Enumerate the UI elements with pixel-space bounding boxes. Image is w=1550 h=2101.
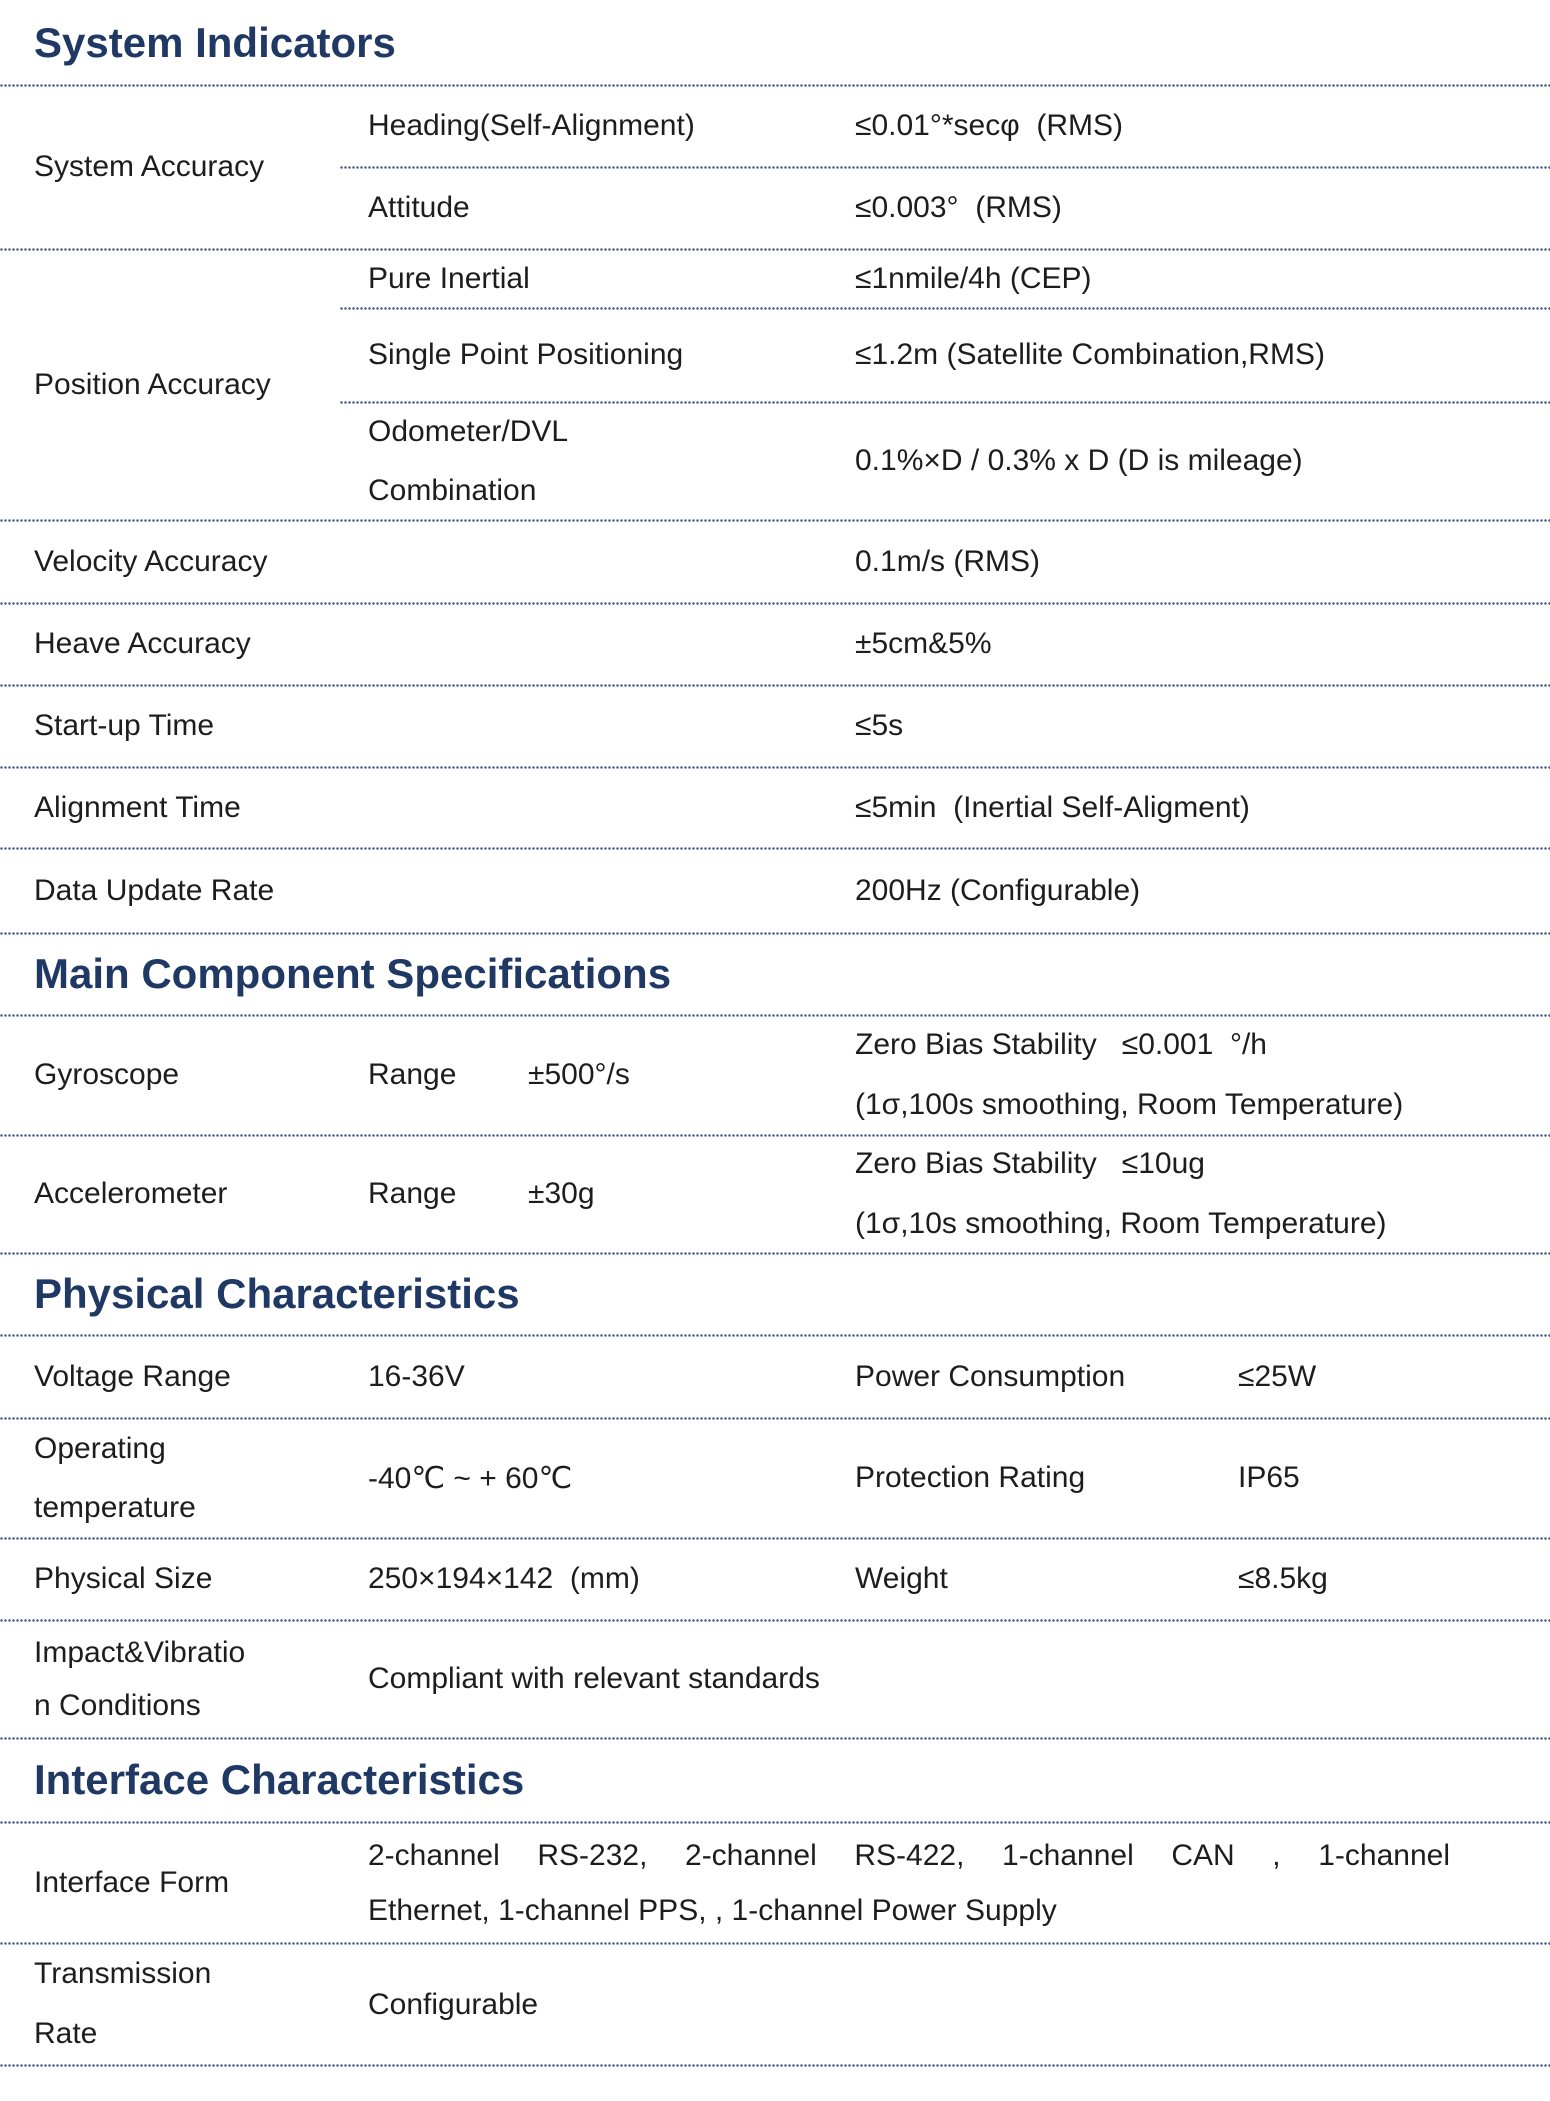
spec-value: 16-36V	[368, 1359, 465, 1393]
spec-group-subrows	[340, 249, 1550, 520]
spec-stability-line: Zero Bias Stability ≤10ug	[855, 1147, 1205, 1180]
spec-label-2: Weight	[855, 1562, 948, 1595]
spec-row-accelerometer	[0, 1135, 1550, 1253]
divider	[0, 847, 1550, 850]
divider	[0, 932, 1550, 935]
divider	[0, 684, 1550, 687]
divider	[0, 1252, 1550, 1255]
section-title-interface: Interface Characteristics	[34, 1756, 525, 1803]
spec-label-2: Power Consumption	[855, 1359, 1126, 1393]
spec-label: Alignment Time	[34, 790, 241, 824]
spec-subrow-heading	[340, 85, 1550, 167]
spec-label-lines	[34, 1626, 368, 1732]
spec-stability-line: (1σ,100s smoothing, Room Temperature)	[855, 1088, 1404, 1121]
spec-label-line: Operating	[34, 1432, 166, 1465]
spec-range-label: Range	[368, 1058, 457, 1091]
divider	[0, 248, 1550, 251]
spec-value: ≤1nmile/4h (CEP)	[855, 261, 1092, 295]
spec-row-voltage-range	[0, 1335, 1550, 1418]
divider	[340, 401, 1550, 404]
spec-stability-line: (1σ,10s smoothing, Room Temperature)	[855, 1207, 1387, 1240]
spec-subrow-pure-inertial	[340, 249, 1550, 308]
spec-value-2: ≤8.5kg	[1238, 1562, 1328, 1595]
section-title-physical: Physical Characteristics	[34, 1270, 520, 1317]
spec-row-impact-vibration	[0, 1620, 1550, 1738]
spec-subname: Pure Inertial	[368, 261, 530, 295]
spec-value	[368, 1828, 1450, 1938]
spec-subname-line: Combination	[368, 474, 537, 507]
spec-value-line: 2-channel RS-232, 2-channel RS-422, 1-channel CAN , 1-channel	[368, 1838, 1450, 1872]
spec-label: Velocity Accuracy	[34, 544, 268, 578]
spec-label: Physical Size	[34, 1562, 213, 1595]
spec-value: ≤1.2m (Satellite Combination,RMS)	[855, 338, 1325, 371]
spec-label-system-accuracy: System Accuracy	[34, 150, 265, 183]
spec-label: Gyroscope	[34, 1058, 180, 1091]
spec-group-system-accuracy	[0, 85, 1550, 249]
spec-subname: Attitude	[368, 191, 470, 224]
spec-value-line: Ethernet, 1-channel PPS, , 1-channel Power Supply	[368, 1893, 1057, 1927]
divider	[0, 2064, 1550, 2067]
spec-group-position-accuracy	[0, 249, 1550, 520]
spec-label: Interface Form	[34, 1865, 230, 1899]
spec-row-operating-temperature	[0, 1418, 1550, 1538]
divider	[0, 1334, 1550, 1337]
spec-label-lines	[34, 1944, 368, 2064]
spec-row-heave-accuracy	[0, 603, 1550, 685]
spec-value: 200Hz (Configurable)	[855, 873, 1141, 907]
spec-label	[0, 1944, 368, 2064]
spec-label-2: Protection Rating	[855, 1461, 1086, 1494]
spec-label	[0, 1626, 368, 1732]
divider	[0, 1537, 1550, 1540]
spec-stability	[855, 1015, 1550, 1135]
spec-row-interface-form	[0, 1822, 1550, 1943]
section-header-interface	[0, 1738, 1550, 1822]
spec-label: Voltage Range	[34, 1359, 231, 1393]
divider	[0, 1417, 1550, 1420]
divider	[0, 1014, 1550, 1017]
spec-range-value: ±500°/s	[528, 1058, 630, 1091]
divider	[340, 166, 1550, 169]
divider	[340, 307, 1550, 310]
spec-value-2: IP65	[1238, 1461, 1300, 1494]
spec-label-position-accuracy: Position Accuracy	[34, 367, 271, 401]
divider	[0, 1942, 1550, 1945]
spec-row-physical-size	[0, 1538, 1550, 1620]
spec-value: 0.1m/s (RMS)	[855, 544, 1041, 578]
divider	[0, 1737, 1550, 1740]
spec-subrow-single-point	[340, 308, 1550, 402]
divider	[0, 766, 1550, 769]
divider	[0, 519, 1550, 522]
spec-row-data-update-rate	[0, 848, 1550, 933]
spec-row-velocity-accuracy	[0, 520, 1550, 603]
spec-value: ≤0.003° (RMS)	[855, 191, 1062, 224]
spec-value: ±5cm&5%	[855, 627, 992, 660]
spec-value: 0.1%×D / 0.3% x D (D is mileage)	[855, 444, 1303, 477]
section-title-system-indicators: System Indicators	[34, 18, 396, 66]
spec-stability-line: Zero Bias Stability ≤0.001 °/h	[855, 1028, 1267, 1061]
spec-value: Compliant with relevant standards	[368, 1662, 820, 1695]
spec-value-2: ≤25W	[1238, 1359, 1317, 1393]
spec-row-gyroscope	[0, 1015, 1550, 1135]
divider	[0, 1134, 1550, 1137]
spec-value: ≤5min (Inertial Self-Aligment)	[855, 790, 1250, 824]
spec-group-subrows	[340, 85, 1550, 249]
spec-subname	[340, 402, 855, 520]
spec-subname: Heading(Self-Alignment)	[368, 109, 695, 142]
divider	[0, 602, 1550, 605]
spec-subrow-odometer-dvl	[340, 402, 1550, 520]
divider	[0, 1619, 1550, 1622]
spec-range-label: Range	[368, 1177, 457, 1210]
spec-range-value: ±30g	[528, 1177, 595, 1210]
spec-label: Accelerometer	[34, 1177, 228, 1210]
spec-subrow-attitude	[340, 167, 1550, 249]
spec-row-startup-time	[0, 685, 1550, 767]
spec-label-lines	[34, 1419, 368, 1537]
bottom-margin	[0, 2065, 1550, 2101]
spec-label-line: temperature	[34, 1491, 196, 1524]
section-header-main-components	[0, 933, 1550, 1015]
spec-label: Start-up Time	[34, 709, 215, 742]
section-header-system-indicators	[0, 0, 1550, 85]
spec-subname-line: Odometer/DVL	[368, 415, 569, 448]
spec-value: ≤0.01°*secφ (RMS)	[855, 109, 1123, 142]
section-title-main-components: Main Component Specifications	[34, 950, 672, 997]
spec-subname: Single Point Positioning	[368, 338, 684, 371]
divider	[0, 84, 1550, 87]
spec-label-line: Transmission	[34, 1957, 212, 1990]
spec-stability	[855, 1134, 1550, 1254]
spec-row-alignment-time	[0, 767, 1550, 848]
divider	[0, 1821, 1550, 1824]
section-header-physical	[0, 1253, 1550, 1335]
spec-label: Data Update Rate	[34, 873, 275, 907]
spec-label-line: n Conditions	[34, 1689, 201, 1722]
spec-row-transmission-rate	[0, 1943, 1550, 2065]
spec-value: ≤5s	[855, 709, 904, 742]
spec-value: -40℃ ~ + 60℃	[368, 1461, 573, 1495]
spec-value: Configurable	[368, 1987, 539, 2021]
spec-label-line: Impact&Vibratio	[34, 1636, 246, 1669]
spec-label-line: Rate	[34, 2017, 98, 2050]
spec-value: 250×194×142 (mm)	[368, 1562, 640, 1595]
spec-label	[0, 1419, 368, 1537]
spec-label: Heave Accuracy	[34, 627, 251, 660]
